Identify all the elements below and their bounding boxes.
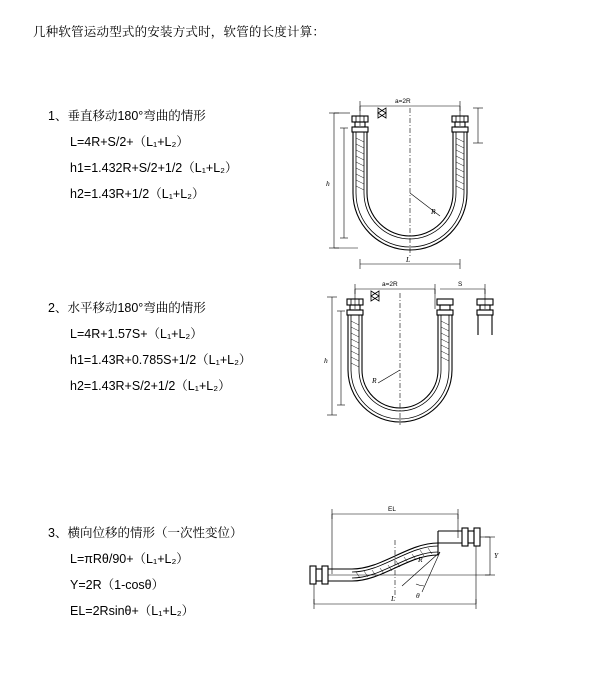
fig2-label-top: a=2R: [382, 281, 398, 288]
lateral-offset-diagram: [290, 500, 560, 625]
section-1-formula-3: h2=1.43R+1/2（L₁+L₂）: [70, 187, 205, 201]
fig3-label-radius: R: [418, 555, 423, 564]
section-3-formula-3: EL=2Rsinθ+（L₁+L₂）: [70, 604, 195, 618]
section-3-formula-1: L=πRθ/90+（L₁+L₂）: [70, 552, 189, 566]
section-1-figure: [300, 68, 550, 283]
fig3-label-bottom: L: [391, 594, 396, 603]
section-3-text: [48, 525, 308, 619]
fig1-label-top: a=2R: [395, 98, 411, 105]
section-2-text: [48, 300, 308, 394]
fig2-label-height: h: [324, 356, 328, 365]
fig1-label-bottom: L: [406, 255, 411, 264]
section-3-title: 3、横向位移的情形（一次性变位）: [48, 526, 243, 540]
section-3-figure: [290, 500, 560, 625]
horizontal-180-bend-diagram: [300, 275, 550, 445]
fig3-label-top: EL: [388, 506, 396, 513]
section-1-text: [48, 108, 308, 202]
section-2-formula-2: h1=1.43R+0.785S+1/2（L₁+L₂）: [70, 353, 252, 367]
fig3-label-angle: θ: [416, 591, 420, 600]
vertical-180-bend-diagram: [300, 68, 550, 283]
fig1-label-height: h: [326, 179, 330, 188]
section-1-formula-1: L=4R+S/2+（L₁+L₂）: [70, 135, 189, 149]
section-2-formula-3: h2=1.43R+S/2+1/2（L₁+L₂）: [70, 379, 231, 393]
section-3-formula-2: Y=2R（1-cosθ）: [70, 578, 165, 592]
section-1-formula-2: h1=1.432R+S/2+1/2（L₁+L₂）: [70, 161, 238, 175]
fig2-label-top-2: S: [458, 281, 463, 288]
fig3-label-side: Y: [494, 551, 499, 560]
fig1-label-radius: R: [431, 207, 436, 216]
section-2-title: 2、水平移动180°弯曲的情形: [48, 301, 206, 315]
page-title: 几种软管运动型式的安装方式时，软管的长度计算：: [33, 25, 326, 39]
section-2-formula-1: L=4R+1.57S+（L₁+L₂）: [70, 327, 203, 341]
section-2-figure: [300, 275, 550, 445]
fig2-label-radius: R: [372, 376, 377, 385]
section-1-title: 1、垂直移动180°弯曲的情形: [48, 109, 206, 123]
